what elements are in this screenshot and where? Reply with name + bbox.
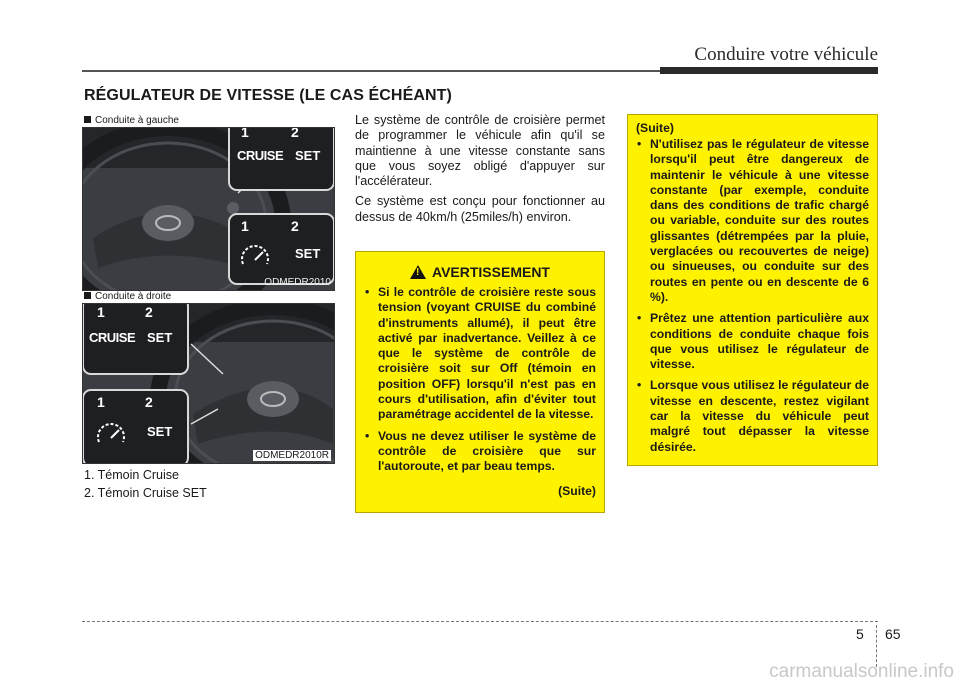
warning-list	[364, 285, 596, 481]
figure-left-hand-drive	[82, 127, 335, 291]
indicator-number-2: 2	[145, 304, 153, 320]
warning-triangle-icon	[410, 265, 426, 279]
chapter-title: Conduire votre véhicule	[694, 44, 878, 65]
indicator-inset-top	[87, 303, 187, 372]
indicator-number-2: 2	[145, 394, 153, 410]
warning-item: • N'utilisez pas le régulateur de vitesse lorsqu'il peut être dangereux de maintenir le véhicule à une vitesse constante (par exemple, conduite dans des conditions de trafic chargé ou variable, conduite sur des routes glissantes (détrempées par la pluie, verglacées ou recouvertes de neige) ou sinueuses, ou conduite sur des routes en pente ou en descente de 6 %).	[636, 137, 869, 305]
set-indicator: SET	[147, 330, 173, 345]
indicator-inset-top	[233, 127, 333, 188]
warning-box	[355, 251, 605, 513]
indicator-number-1: 1	[241, 127, 249, 140]
warning-item: • Lorsque vous utilisez le régulateur de vitesse en descente, restez vigilant car la vitesse du véhicule peut malgré tout dépasser la vitesse désirée.	[636, 378, 869, 454]
figure-label-text: Conduite à gauche	[95, 115, 179, 126]
paragraph: Le système de contrôle de croisière permet de programmer le véhicule afin qu'il se maintienne à une vitesse constante sans que vous soyez obligé d'appuyer sur l'accélérateur.	[355, 113, 605, 189]
indicator-number-1: 1	[241, 218, 249, 234]
square-bullet-icon	[84, 116, 91, 123]
warning-list	[636, 137, 869, 461]
cruise-speedometer-icon	[95, 418, 127, 446]
set-indicator: SET	[295, 246, 321, 261]
indicator-inset-bottom	[87, 392, 187, 462]
figure-right-hand-drive	[82, 303, 335, 464]
indicator-number-2: 2	[291, 127, 299, 140]
set-indicator: SET	[295, 148, 321, 163]
section-title: RÉGULATEUR DE VITESSE (LE CAS ÉCHÉANT)	[84, 87, 452, 104]
figure-code: ODMEDR2010	[264, 277, 331, 288]
cruise-indicator: CRUISE	[89, 330, 136, 345]
set-indicator: SET	[147, 424, 173, 439]
caption-2: 2. Témoin Cruise SET	[84, 486, 207, 500]
header-rule-accent	[660, 67, 878, 74]
warning-title: AVERTISSEMENT	[432, 264, 550, 280]
figure-label-rhd	[84, 291, 171, 302]
continued-heading: (Suite)	[636, 121, 674, 135]
watermark: carmanualsonline.info	[769, 661, 954, 682]
caption-1: 1. Témoin Cruise	[84, 468, 179, 482]
indicator-number-1: 1	[97, 304, 105, 320]
square-bullet-icon	[84, 292, 91, 299]
figure-code: ODMEDR2010R	[255, 450, 329, 461]
footer-rule	[82, 621, 878, 622]
warning-box-continued	[627, 114, 878, 466]
indicator-inset-bottom	[233, 216, 333, 282]
warning-item: • Si le contrôle de croisière reste sous tension (voyant CRUISE du combiné d'instruments allumé), il peut être activé par inadvertance. Veillez à ce que le système de contrôle de croisière soit sur Off (témoin en position OFF) lorsqu'il n'est pas en cours d'utilisation, afin d'éviter tout paramétrage accidentel de la vitesse.	[364, 285, 596, 423]
page-number: 65	[885, 626, 901, 642]
figure-label-text: Conduite à droite	[95, 291, 172, 302]
body-text	[355, 113, 605, 230]
warning-heading	[356, 264, 604, 280]
continued-label: (Suite)	[558, 484, 596, 498]
section-number: 5	[856, 626, 864, 642]
figure-label-lhd	[84, 115, 179, 126]
warning-item: • Prêtez une attention particulière aux conditions de conduite chaque fois que vous utilisez le régulateur de vitesse.	[636, 311, 869, 372]
cruise-indicator: CRUISE	[237, 148, 284, 163]
cruise-speedometer-icon	[239, 240, 271, 268]
paragraph: Ce système est conçu pour fonctionner au dessus de 40km/h (25miles/h) environ.	[355, 194, 605, 224]
indicator-number-1: 1	[97, 394, 105, 410]
indicator-number-2: 2	[291, 218, 299, 234]
warning-item: • Vous ne devez utiliser le système de contrôle de croisière que sur l'autoroute, et par beau temps.	[364, 429, 596, 475]
